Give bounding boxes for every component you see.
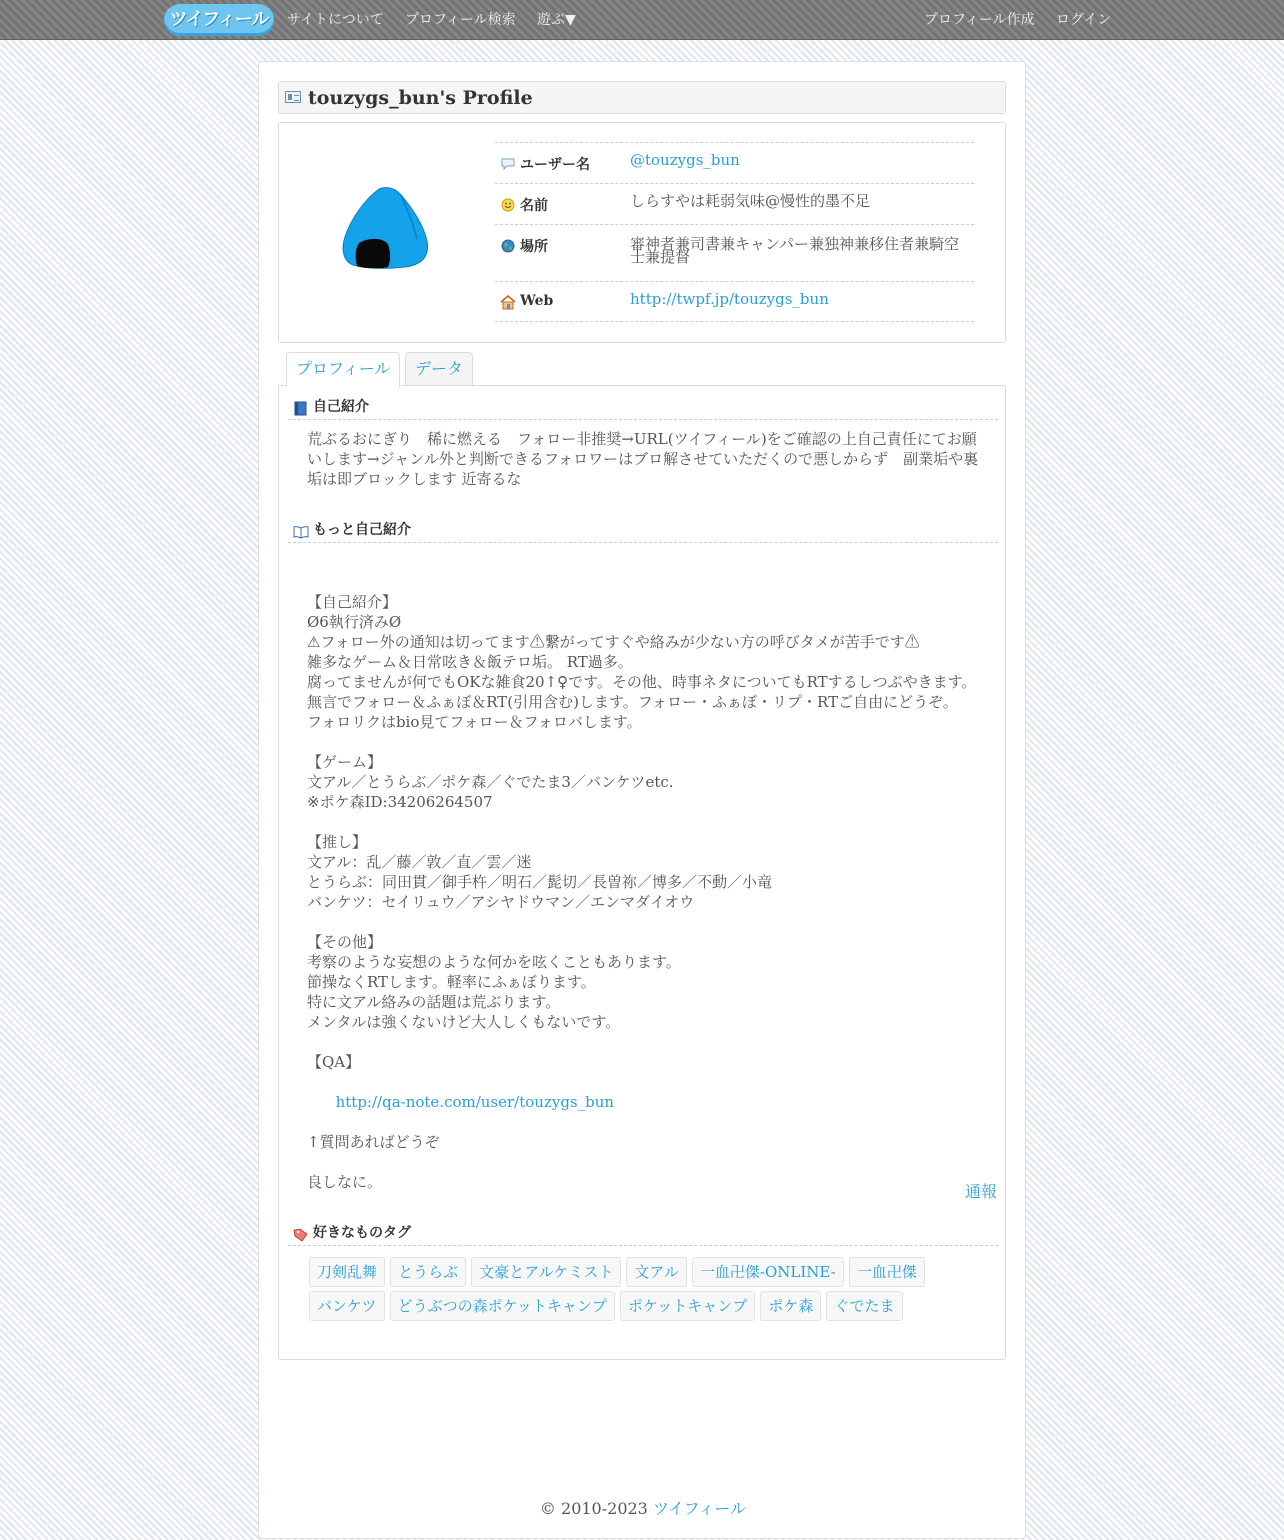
tags-section-header — [288, 1223, 998, 1246]
copyright-text: © 2010-2023 — [539, 1499, 648, 1518]
intro-section-header — [288, 397, 998, 420]
tag-list — [309, 1257, 989, 1325]
more-intro-text-part1: 【自己紹介】 Ø6執行済みØ ⚠フォロー外の通知は切ってます⚠繋がってすぐや絡みが少ない方の呼びタメが苦手です⚠ 雑多なゲーム＆日常呟き＆飯テロ垢。 RT過多。 腐ってませんが何でもOKな雑食20↑♀です。その他、時事ネタについてもRTするしつぶやきます。 無言でフォロー＆ふぁぼ＆RT(引用含む)します。フォロー・ふぁぼ・リプ・RTご自由にどうぞ。 フォロリクはbio見てフォロー＆フォロバします。 【ゲーム】 文アル／とうらぶ／ポケ森／ぐでたま3／バンケツetc. ※ポケ森ID:34206264507 【推し】 文アル：乱／藤／敦／直／雲／迷 とうらぶ：同田貫／御手杵／明石／髭切／長曽祢／博多／不動／小竜 バンケツ：セイリュウ／アシヤドウマン／エンマダイオウ 【その他】 考察のような妄想のような何かを呟くこともあります。 節操なくRTします。軽率にふぁぼります。 特に文アル絡みの話題は荒ぶります。 メンタルは強くないけど大人しくもないです。 【QA】 — [307, 593, 977, 1071]
tag-item[interactable]: 刀剣乱舞 — [309, 1257, 385, 1287]
location-value: 審神者兼司書兼キャンパー兼独神兼移住者兼騎空士兼提督 — [630, 235, 959, 266]
tag-item[interactable]: どうぶつの森ポケットキャンプ — [390, 1291, 615, 1321]
tag-item[interactable]: とうらぶ — [390, 1257, 466, 1287]
speech-bubble-icon — [501, 157, 515, 171]
nav-about-link[interactable]: サイトについて — [287, 12, 384, 28]
report-link[interactable]: 通報 — [964, 1182, 997, 1201]
tag-item[interactable]: 一血卍傑-ONLINE- — [692, 1257, 844, 1287]
nav-create-profile-link[interactable]: プロフィール作成 — [924, 12, 1035, 28]
intro-text: 荒ぶるおにぎり 稀に燃える フォロー非推奨→URL(ツイフィール)をご確認の上自己責任にてお願いします→ジャンル外と判断できるフォロワーはブロ解させていただくので悪しからず 副業垢や裏垢は即ブロックします 近寄るな — [307, 430, 979, 488]
profile-tab-panel — [278, 385, 1006, 1360]
tag-icon — [293, 1227, 309, 1242]
qa-note-link[interactable]: http://qa-note.com/user/touzygs_bun — [335, 1093, 615, 1111]
tab-data[interactable]: データ — [405, 352, 473, 386]
username-link[interactable]: @touzygs_bun — [630, 151, 740, 169]
profile-title-bar — [278, 81, 1006, 114]
tab-profile[interactable]: プロフィール — [286, 352, 400, 387]
tag-item[interactable]: 文豪とアルケミスト — [471, 1257, 621, 1287]
onigiri-avatar-icon[interactable] — [341, 183, 431, 273]
nav-play-dropdown[interactable]: 遊ぶ▼ — [537, 12, 576, 28]
profile-info-box — [278, 122, 1006, 343]
smiley-icon — [501, 198, 515, 212]
row-web — [495, 281, 974, 322]
web-link[interactable]: http://twpf.jp/touzygs_bun — [630, 290, 829, 308]
row-username — [495, 142, 974, 183]
nav-search-link[interactable]: プロフィール検索 — [405, 12, 516, 28]
footer-site-link[interactable]: ツイフィール — [652, 1499, 747, 1518]
name-value: しらすやは耗弱気味@慢性的墨不足 — [630, 192, 871, 210]
row-location — [495, 224, 974, 281]
home-icon — [500, 294, 516, 310]
location-label: 場所 — [520, 239, 548, 255]
web-label: Web — [520, 293, 554, 309]
tag-item[interactable]: ポケットキャンプ — [620, 1291, 755, 1321]
tag-item[interactable]: 一血卍傑 — [849, 1257, 925, 1287]
tag-item[interactable]: 文アル — [626, 1257, 686, 1287]
open-book-icon — [293, 524, 309, 539]
more-intro-text — [307, 552, 982, 1232]
tags-section-title: 好きなものタグ — [313, 1225, 411, 1241]
main-container — [258, 61, 1026, 1539]
site-logo[interactable]: ツイフィール — [164, 4, 274, 36]
globe-icon — [501, 239, 515, 253]
username-label: ユーザー名 — [520, 157, 590, 173]
footer — [259, 1496, 1027, 1519]
id-card-icon — [285, 91, 301, 103]
nav-login-link[interactable]: ログイン — [1056, 12, 1112, 28]
tag-item[interactable]: ぐでたま — [826, 1291, 902, 1321]
tag-item[interactable]: バンケツ — [309, 1291, 385, 1321]
top-navbar — [0, 0, 1284, 40]
tag-item[interactable]: ポケ森 — [760, 1291, 821, 1321]
more-intro-text-part2: ↑質問あればどうぞ 良しなに。 — [307, 1133, 440, 1191]
more-intro-section-header — [288, 520, 998, 543]
intro-section-title: 自己紹介 — [313, 399, 369, 415]
page-title: touzygs_bun's Profile — [308, 87, 533, 109]
notebook-icon — [293, 401, 307, 416]
profile-info-table — [495, 142, 974, 322]
name-label: 名前 — [520, 198, 548, 214]
row-name — [495, 183, 974, 224]
more-intro-section-title: もっと自己紹介 — [313, 522, 411, 538]
